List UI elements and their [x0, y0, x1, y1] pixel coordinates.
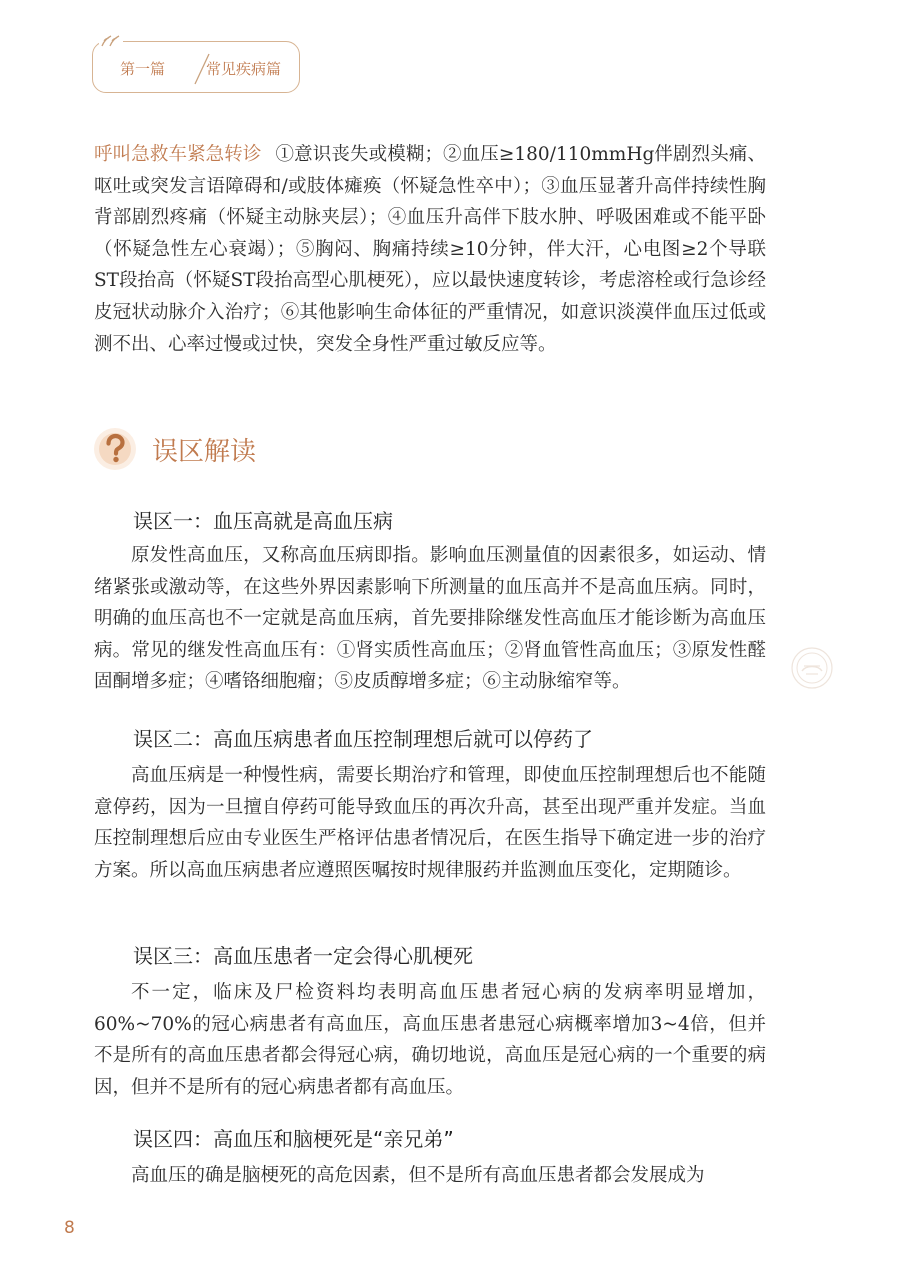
chapter-tab	[92, 41, 300, 93]
chapter-title: 常见疾病篇	[206, 60, 282, 78]
chapter-part: 第一篇	[120, 60, 166, 78]
myth-3-heading: 误区三：高血压患者一定会得心肌梗死	[133, 944, 473, 968]
referral-paragraph	[94, 139, 766, 360]
referral-text: ①意识丧失或模糊；②血压≥180/110mmHg伴剧烈头痛、呕吐或突发言语障碍和/或肢体瘫痪（怀疑急性卒中）；③血压显著升高伴持续性胸背部剧烈疼痛（怀疑主动脉夹层）；④血压升高伴下肢水肿、呼吸困难或不能平卧（怀疑急性左心衰竭）；⑤胸闷、胸痛持续≥10分钟，伴大汗，心电图≥2个导联ST段抬高（怀疑ST段抬高型心肌梗死），应以最快速度转诊，考虑溶栓或行急诊经皮冠状动脉介入治疗；⑥其他影响生命体征的严重情况，如意识淡漠伴血压过低或测不出、心率过慢或过快，突发全身性严重过敏反应等。	[94, 144, 766, 355]
question-mark-icon	[92, 426, 138, 472]
myth-4-text: 高血压的确是脑梗死的高危因素，但不是所有高血压患者都会发展成为	[131, 1165, 705, 1186]
section-title: 误区解读	[152, 437, 257, 467]
myth-3-text: 不一定，临床及尸检资料均表明高血压患者冠心病的发病率明显增加，60%~70%的冠心病患者有高血压，高血压患者患冠心病概率增加3~4倍，但并不是所有的高血压患者都会得冠心病，确切地说，高血压是冠心病的一个重要的病因，但并不是所有的冠心病患者都有高血压。	[94, 982, 766, 1098]
myth-1-text: 原发性高血压，又称高血压病即指。影响血压测量值的因素很多，如运动、情绪紧张或激动等，在这些外界因素影响下所测量的血压高并不是高血压病。同时，明确的血压高也不一定就是高血压病，首先要排除继发性高血压才能诊断为高血压病。常见的继发性高血压有：①肾实质性高血压；②肾血管性高血压；③原发性醛固酮增多症；④嗜铬细胞瘤；⑤皮质醇增多症；⑥主动脉缩窄等。	[94, 545, 766, 693]
emblem-icon	[790, 646, 834, 690]
myth-2-heading: 误区二：高血压病患者血压控制理想后就可以停药了	[133, 727, 593, 751]
referral-lead: 呼叫急救车紧急转诊	[94, 144, 262, 165]
myth-4-heading: 误区四：高血压和脑梗死是“亲兄弟”	[133, 1127, 454, 1151]
myth-2-text: 高血压病是一种慢性病，需要长期治疗和管理，即使血压控制理想后也不能随意停药，因为一旦擅自停药可能导致血压的再次升高，甚至出现严重并发症。当血压控制理想后应由专业医生严格评估患者情况后，在医生指导下确定进一步的治疗方案。所以高血压病患者应遵照医嘱按时规律服药并监测血压变化，定期随诊。	[94, 765, 766, 881]
page-number: 8	[64, 1218, 75, 1238]
myth-1-heading: 误区一：血压高就是高血压病	[133, 509, 393, 533]
